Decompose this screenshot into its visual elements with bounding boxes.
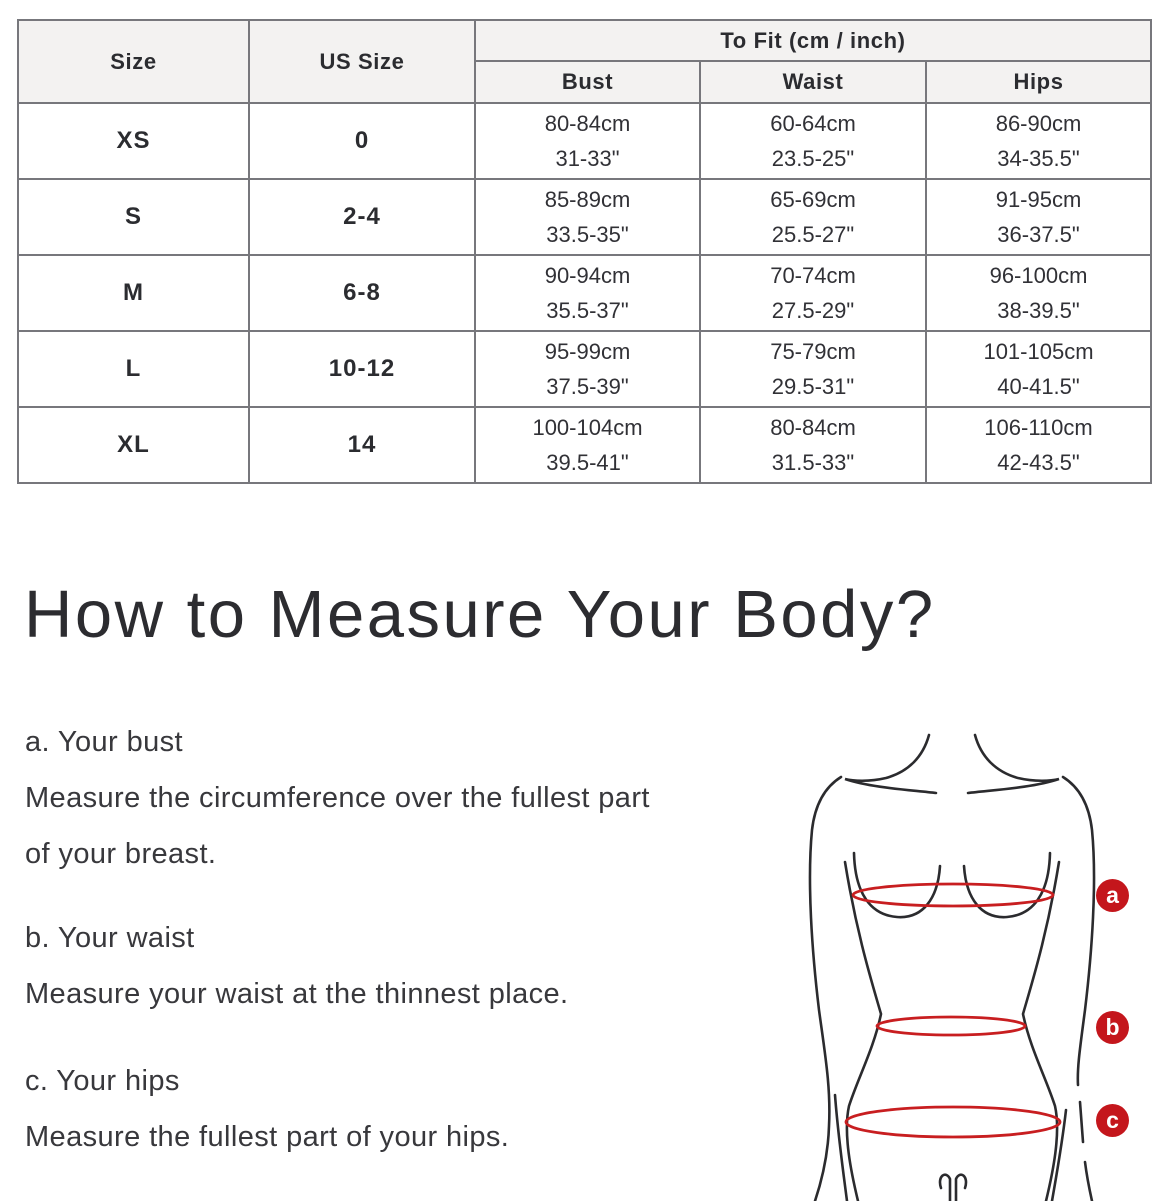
col-header-waist: Waist <box>700 61 926 103</box>
size-row-xs <box>18 103 1151 179</box>
hips-cell: 96-100cm 38-39.5" <box>926 255 1151 331</box>
waist-marker-badge: b <box>1096 1011 1129 1044</box>
bust-marker-badge: a <box>1096 879 1129 912</box>
bust-cell: 90-94cm 35.5-37" <box>475 255 700 331</box>
hips-measure-line <box>846 1107 1060 1137</box>
size-cell: XS <box>18 103 249 179</box>
section-text: Measure the fullest part of your hips. <box>25 1121 510 1153</box>
size-row-m <box>18 255 1151 331</box>
bust-measure-line <box>853 884 1053 906</box>
size-cell: S <box>18 179 249 255</box>
col-header-us-size: US Size <box>249 20 475 103</box>
size-row-s <box>18 179 1151 255</box>
hips-marker-badge: c <box>1096 1104 1129 1137</box>
waist-cell: 75-79cm 29.5-31" <box>700 331 926 407</box>
bust-cell: 85-89cm 33.5-35" <box>475 179 700 255</box>
waist-cell: 65-69cm 25.5-27" <box>700 179 926 255</box>
body-outline <box>810 735 1094 1201</box>
section-text: Measure your waist at the thinnest place. <box>25 978 569 1010</box>
us-size-cell: 10-12 <box>249 331 475 407</box>
section-text: of your breast. <box>25 838 217 870</box>
measure-section-bust <box>25 714 650 882</box>
col-header-size: Size <box>18 20 249 103</box>
waist-cell: 70-74cm 27.5-29" <box>700 255 926 331</box>
hips-cell: 91-95cm 36-37.5" <box>926 179 1151 255</box>
size-row-xl <box>18 407 1151 483</box>
section-label: b. Your waist <box>25 922 195 954</box>
waist-cell: 80-84cm 31.5-33" <box>700 407 926 483</box>
header-row-top <box>18 20 1151 61</box>
col-header-to-fit: To Fit (cm / inch) <box>475 20 1151 61</box>
hips-cell: 106-110cm 42-43.5" <box>926 407 1151 483</box>
size-cell: XL <box>18 407 249 483</box>
waist-measure-line <box>877 1017 1025 1035</box>
size-cell: L <box>18 331 249 407</box>
measure-section-waist <box>25 910 569 1022</box>
measure-section-hips <box>25 1053 509 1165</box>
hips-cell: 86-90cm 34-35.5" <box>926 103 1151 179</box>
us-size-cell: 14 <box>249 407 475 483</box>
us-size-cell: 2-4 <box>249 179 475 255</box>
us-size-cell: 6-8 <box>249 255 475 331</box>
size-row-l <box>18 331 1151 407</box>
page-title: How to Measure Your Body? <box>24 577 936 652</box>
us-size-cell: 0 <box>249 103 475 179</box>
measurement-lines <box>846 884 1060 1137</box>
section-label: c. Your hips <box>25 1065 180 1097</box>
size-cell: M <box>18 255 249 331</box>
size-chart-table <box>17 19 1152 484</box>
bust-cell: 100-104cm 39.5-41" <box>475 407 700 483</box>
hips-cell: 101-105cm 40-41.5" <box>926 331 1151 407</box>
section-text: Measure the circumference over the fullest part <box>25 782 650 814</box>
section-label: a. Your bust <box>25 726 183 758</box>
waist-cell: 60-64cm 23.5-25" <box>700 103 926 179</box>
col-header-bust: Bust <box>475 61 700 103</box>
bust-cell: 80-84cm 31-33" <box>475 103 700 179</box>
bust-cell: 95-99cm 37.5-39" <box>475 331 700 407</box>
col-header-hips: Hips <box>926 61 1151 103</box>
